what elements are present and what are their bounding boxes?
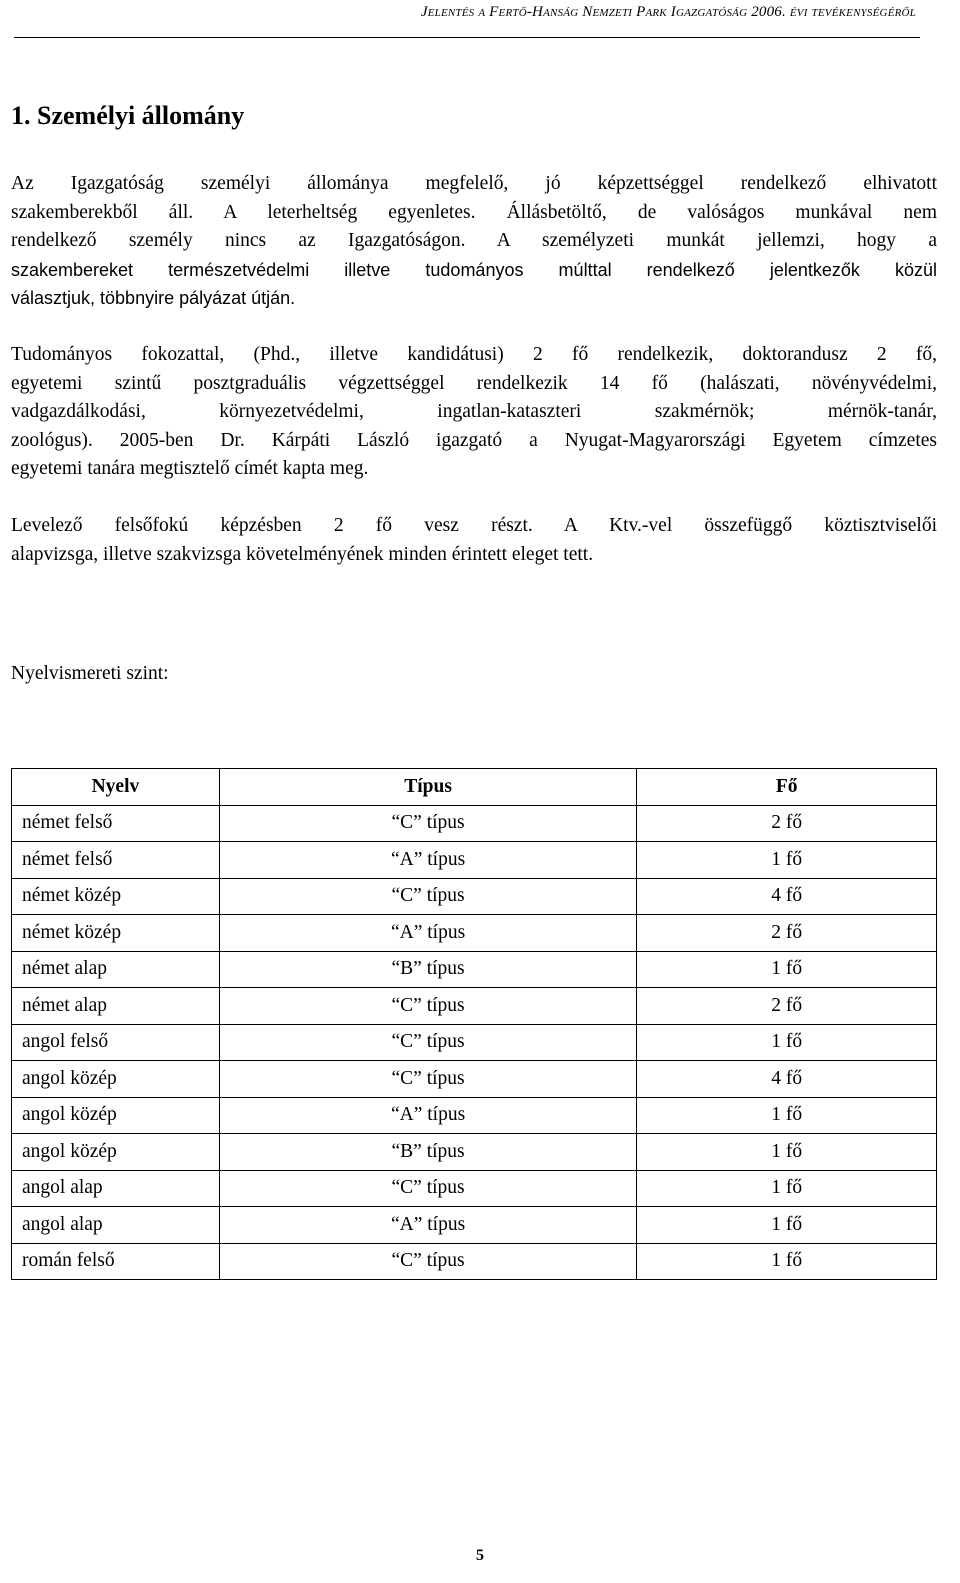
paragraph-line: egyetemi tanára megtisztelő címét kapta meg. <box>11 458 369 479</box>
paragraph-qualifications <box>11 341 937 484</box>
table-row <box>12 1170 937 1207</box>
section-title: 1. Személyi állomány <box>11 101 245 130</box>
cell-count: 2 fő <box>637 988 937 1025</box>
paragraph-line: Az Igazgatóság személyi állománya megfelelő, jó képzettséggel rendelkező elhivatott <box>11 173 937 194</box>
cell-type: “A” típus <box>219 1207 637 1244</box>
language-table-body <box>12 805 937 1280</box>
cell-count: 1 fő <box>637 951 937 988</box>
paragraph-line: vadgazdálkodási, környezetvédelmi, ingatlan-kataszteri szakmérnök; mérnök-tanár, <box>11 401 937 422</box>
column-header-language: Nyelv <box>12 769 220 806</box>
cell-count: 1 fő <box>637 1243 937 1280</box>
table-row <box>12 1134 937 1171</box>
cell-language: angol alap <box>12 1170 220 1207</box>
table-row <box>12 1207 937 1244</box>
cell-language: német felső <box>12 842 220 879</box>
cell-type: “A” típus <box>219 915 637 952</box>
language-table <box>11 768 937 1280</box>
cell-language: angol közép <box>12 1061 220 1098</box>
cell-type: “B” típus <box>219 951 637 988</box>
table-row <box>12 878 937 915</box>
cell-type: “C” típus <box>219 1170 637 1207</box>
cell-language: angol felső <box>12 1024 220 1061</box>
cell-count: 1 fő <box>637 842 937 879</box>
table-row <box>12 951 937 988</box>
paragraph-line: szakembereket természetvédelmi illetve tudományos múlttal rendelkező jelentkezők közül <box>11 259 937 280</box>
cell-language: német felső <box>12 805 220 842</box>
cell-count: 1 fő <box>637 1170 937 1207</box>
cell-language: német közép <box>12 915 220 952</box>
paragraph-line: zoológus). 2005-ben Dr. Kárpáti László igazgató a Nyugat-Magyarországi Egyetem címzetes <box>11 429 937 451</box>
cell-type: “A” típus <box>219 1097 637 1134</box>
paragraph-line: választjuk, többnyire pályázat útján. <box>11 288 296 308</box>
table-row <box>12 1061 937 1098</box>
cell-type: “A” típus <box>219 842 637 879</box>
paragraph-staff-overview <box>11 170 937 313</box>
table-header-row <box>12 769 937 806</box>
header-rule <box>14 37 920 38</box>
cell-type: “C” típus <box>219 1243 637 1280</box>
cell-language: német alap <box>12 988 220 1025</box>
cell-count: 2 fő <box>637 915 937 952</box>
cell-count: 1 fő <box>637 1134 937 1171</box>
cell-count: 1 fő <box>637 1024 937 1061</box>
table-row <box>12 988 937 1025</box>
cell-language: német alap <box>12 951 220 988</box>
table-row <box>12 805 937 842</box>
table-row <box>12 1243 937 1280</box>
table-row <box>12 915 937 952</box>
cell-language: angol alap <box>12 1207 220 1244</box>
paragraph-line: egyetemi szintű posztgraduális végzettséggel rendelkezik 14 fő (halászati, növényvédelmi, <box>11 372 937 394</box>
cell-type: “C” típus <box>219 988 637 1025</box>
cell-type: “C” típus <box>219 878 637 915</box>
table-row <box>12 842 937 879</box>
cell-language: angol közép <box>12 1097 220 1134</box>
paragraph-training <box>11 512 937 569</box>
table-row <box>12 1097 937 1134</box>
cell-type: “B” típus <box>219 1134 637 1171</box>
cell-type: “C” típus <box>219 1024 637 1061</box>
cell-count: 1 fő <box>637 1097 937 1134</box>
cell-language: román felső <box>12 1243 220 1280</box>
paragraph-line: szakemberekből áll. A leterheltség egyenletes. Állásbetöltő, de valóságos munkával nem <box>11 201 937 223</box>
running-title: Jelentés a Fertő-Hanság Nemzeti Park Igazgatóság 2006. évi tevékenységéről <box>420 4 916 20</box>
column-header-type: Típus <box>219 769 637 806</box>
paragraph-line: alapvizsga, illetve szakvizsga követelményének minden érintett eleget tett. <box>11 543 594 565</box>
cell-type: “C” típus <box>219 805 637 842</box>
cell-count: 4 fő <box>637 1061 937 1098</box>
cell-count: 1 fő <box>637 1207 937 1244</box>
language-heading: Nyelvismereti szint: <box>11 663 169 684</box>
page-number: 5 <box>476 1547 484 1564</box>
paragraph-line: Levelező felsőfokú képzésben 2 fő vesz részt. A Ktv.-vel összefüggő köztisztviselői <box>11 515 937 536</box>
table-row <box>12 1024 937 1061</box>
paragraph-line: rendelkező személy nincs az Igazgatóságon. A személyzeti munkát jellemzi, hogy a <box>11 230 937 251</box>
paragraph-line: Tudományos fokozattal, (Phd., illetve kandidátusi) 2 fő rendelkezik, doktorandusz 2 fő, <box>11 344 937 365</box>
cell-language: angol közép <box>12 1134 220 1171</box>
cell-type: “C” típus <box>219 1061 637 1098</box>
cell-language: német közép <box>12 878 220 915</box>
cell-count: 2 fő <box>637 805 937 842</box>
cell-count: 4 fő <box>637 878 937 915</box>
column-header-count: Fő <box>637 769 937 806</box>
